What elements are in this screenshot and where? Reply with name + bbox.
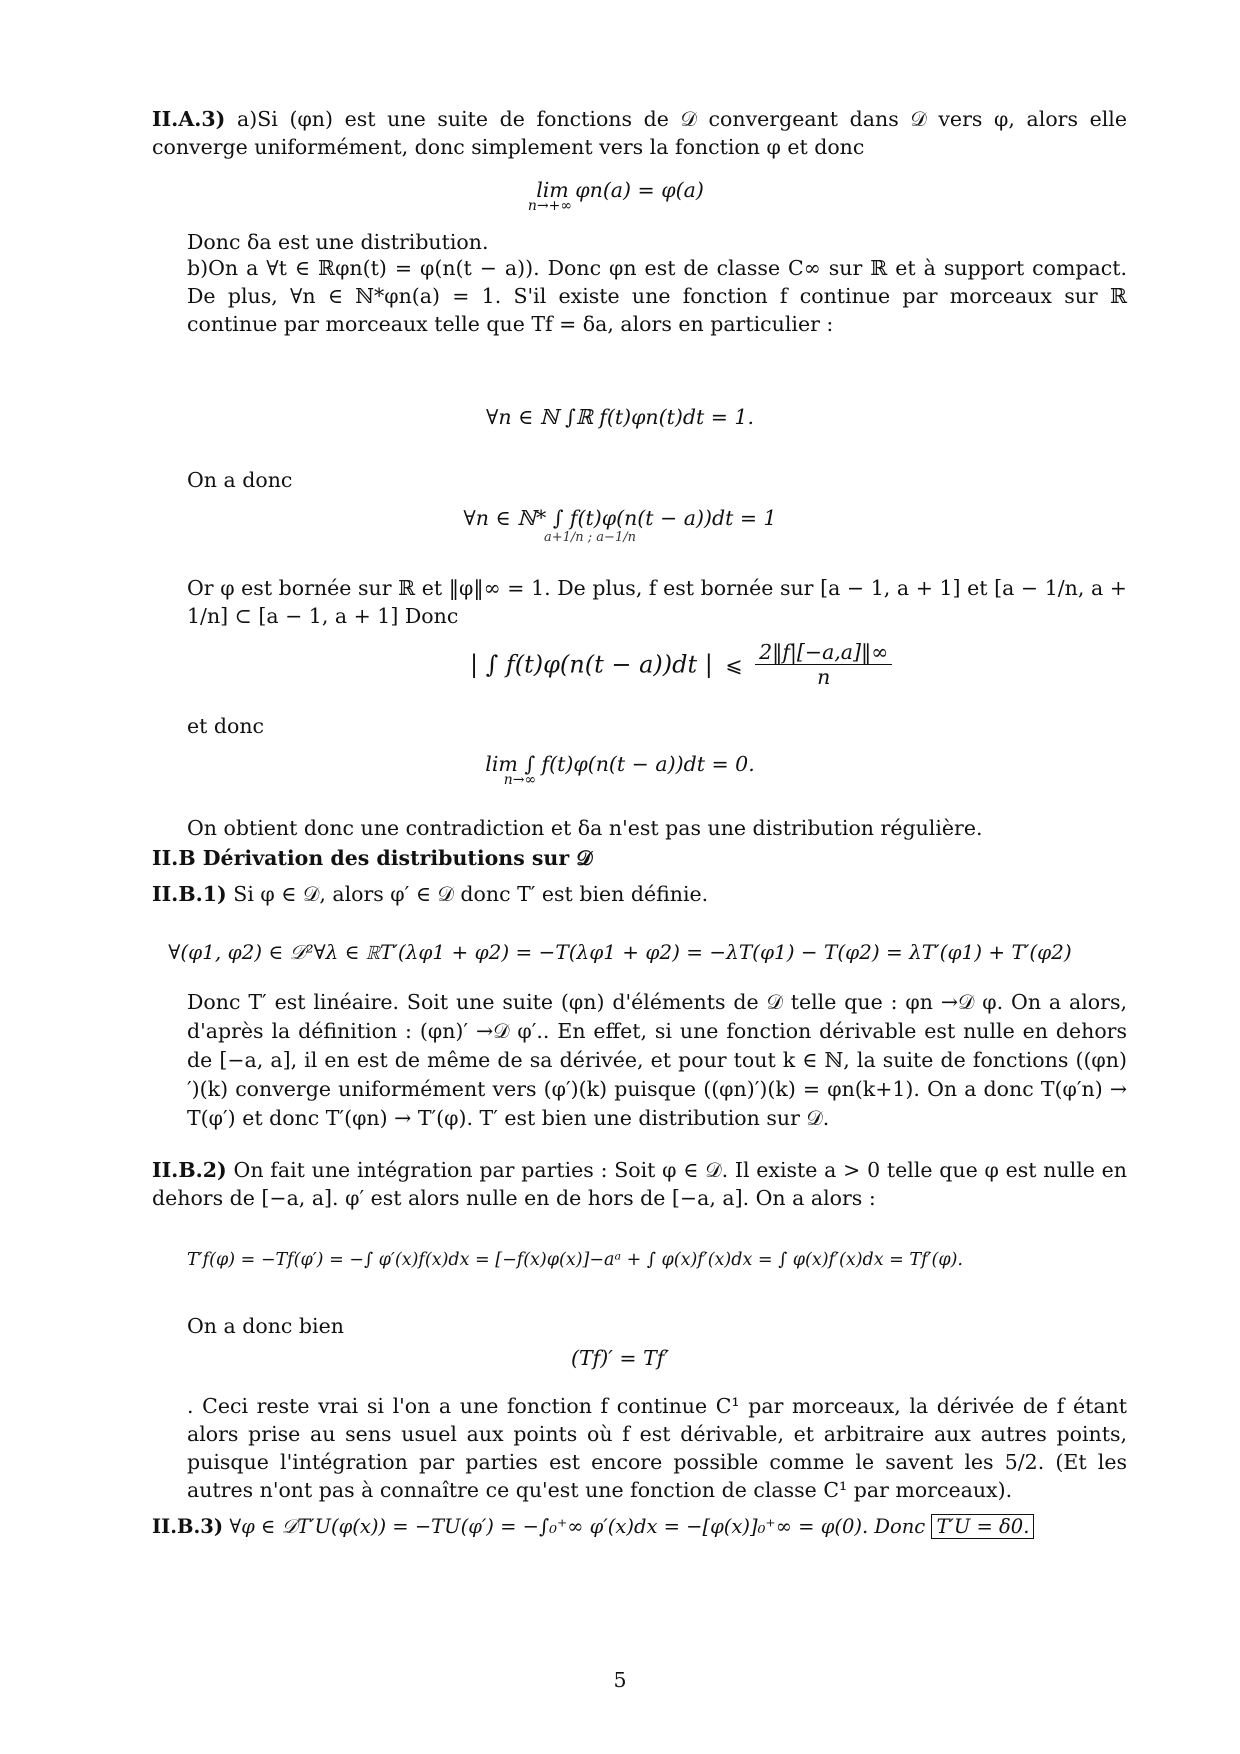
equation-a3-limit-integral xyxy=(0,752,1240,788)
paragraph-b3 xyxy=(152,1513,1127,1541)
paragraph-a3-p4: On a donc xyxy=(187,468,293,492)
equation-a3-bound xyxy=(470,640,892,689)
paragraph-b2-intro xyxy=(152,1156,1127,1212)
label-a3: II.A.3) xyxy=(152,107,226,131)
eq-a3-3: ∀n ∈ ℕ* ∫ f(t)φ(n(t − a))dt = 1 xyxy=(463,506,777,530)
eq-a3-4-num: 2‖f|[−a,a]‖∞ xyxy=(755,640,892,665)
page-number: 5 xyxy=(613,1668,627,1692)
text-b3-p1: ∀φ ∈ 𝒟T′U(φ(x)) = −TU(φ′) = −∫₀⁺∞ φ′(x)dx = −[φ(x)]₀⁺∞ = φ(0). Donc xyxy=(229,1515,926,1538)
equation-a3-integral-2 xyxy=(0,506,1240,545)
paragraph-a3-p5: Or φ est bornée sur ℝ et ‖φ‖∞ = 1. De plus, f est bornée sur [a − 1, a + 1] et [a − 1/n, a + 1/n] ⊂ [a − 1, a + 1] Donc xyxy=(187,576,1127,628)
paragraph-a3-p2: Donc δa est une distribution. xyxy=(187,230,489,254)
paragraph-a3-p3: b)On a ∀t ∈ ℝφn(t) = φ(n(t − a)). Donc φn est de classe C∞ sur ℝ et à support compact. De plus, ∀n ∈ ℕ*φn(a) = 1. S'il existe une fonction f continue par morceaux sur ℝ continue par morceaux telle que Tf = δa, alors en particulier : xyxy=(187,256,1127,336)
equation-a3-integral-1 xyxy=(0,405,1240,429)
paragraph-b2-p2: On a donc bien xyxy=(187,1314,344,1338)
eq-a3-4-fraction xyxy=(755,640,892,689)
boxed-result-b3: T′U = δ0. xyxy=(931,1514,1034,1539)
equation-b2-derivative xyxy=(0,1346,1240,1370)
paragraph-a3-intro xyxy=(152,105,1127,161)
section-title-b xyxy=(152,844,1127,872)
eq-a3-3-bounds: a+1/n ; a−1/n xyxy=(544,530,636,545)
eq-a3-4-left: | ∫ f(t)φ(n(t − a))dt | xyxy=(470,650,713,679)
eq-a3-5: lim ∫ f(t)φ(n(t − a))dt = 0. xyxy=(485,752,755,776)
text-b2-p1: On fait une intégration par parties : Soit φ ∈ 𝒟. Il existe a > 0 telle que φ est nulle en dehors de [−a, a]. φ′ est alors nulle en de hors de [−a, a]. On a alors : xyxy=(152,1158,1127,1210)
paragraph-b1-intro xyxy=(152,880,1127,908)
text-b1-p1: Si φ ∈ 𝒟, alors φ′ ∈ 𝒟 donc T′ est bien définie. xyxy=(233,882,709,906)
paragraph-b2-p3: . Ceci reste vrai si l'on a une fonction f continue C¹ par morceaux, la dérivée de f étant alors prise au sens usuel aux points où f est dérivable, et arbitraire aux autres points, puisque l'intégration par parties est encore possible comme le savent les 5/2. (Et les autres n'ont pas à connaître ce qu'est une fonction de classe C¹ par morceaux). xyxy=(187,1394,1127,1502)
label-b2: II.B.2) xyxy=(152,1158,227,1182)
paragraph-b1-p2: Donc T′ est linéaire. Soit une suite (φn) d'éléments de 𝒟 telle que : φn →𝒟 φ. On a alors, d'après la définition : (φn)′ →𝒟 φ′.. En effet, si une fonction dérivable est nulle en dehors de [−a, a], il en est de même de sa dérivée, et pour tout k ∈ ℕ, la suite de fonctions ((φn)′)(k) converge uniformément vers (φ′)(k) puisque ((φn)′)(k) = φn(k+1). On a donc T(φ′n) → T(φ′) et donc T′(φn) → T′(φ). T′ est bien une distribution sur 𝒟. xyxy=(187,990,1127,1130)
equation-a3-limit xyxy=(0,178,1240,214)
eq-a3-5-sub: n→∞ xyxy=(503,772,537,788)
paragraph-a3-p6: et donc xyxy=(187,714,265,738)
text-a3-p1: a)Si (φn) est une suite de fonctions de 𝒟 convergeant dans 𝒟 vers φ, alors elle converge uniformément, donc simplement vers la fonction φ et donc xyxy=(152,107,1127,159)
label-b1: II.B.1) xyxy=(152,882,227,906)
eq-a3-2: ∀n ∈ ℕ ∫ℝ f(t)φn(t)dt = 1. xyxy=(485,405,754,429)
paragraph-a3-p7: On obtient donc une contradiction et δa n'est pas une distribution régulière. xyxy=(187,816,983,840)
eq-a3-1-sub: n→+∞ xyxy=(527,198,573,214)
eq-a3-4-den: n xyxy=(817,665,831,689)
label-b3: II.B.3) xyxy=(152,1515,224,1538)
equation-b1-linearity xyxy=(0,940,1240,964)
eq-a3-4-rel: ⩽ xyxy=(725,652,743,677)
eq-b2-1: T′f(φ) = −Tf(φ′) = −∫ φ′(x)f(x)dx = [−f(x)φ(x)]−aᵃ + ∫ φ(x)f′(x)dx = ∫ φ(x)f′(x)dx = Tf′(φ). xyxy=(187,1250,963,1270)
title-b: II.B Dérivation des distributions sur 𝒟 xyxy=(152,846,593,870)
eq-a3-1: lim φn(a) = φ(a) xyxy=(536,178,704,202)
equation-b2-ipp xyxy=(187,1250,1132,1270)
eq-b2-2: (Tf)′ = Tf′ xyxy=(570,1346,670,1370)
eq-b1-1: ∀(φ1, φ2) ∈ 𝒟²∀λ ∈ ℝT′(λφ1 + φ2) = −T(λφ1 + φ2) = −λT(φ1) − T(φ2) = λT′(φ1) + T′(φ2) xyxy=(168,940,1072,964)
